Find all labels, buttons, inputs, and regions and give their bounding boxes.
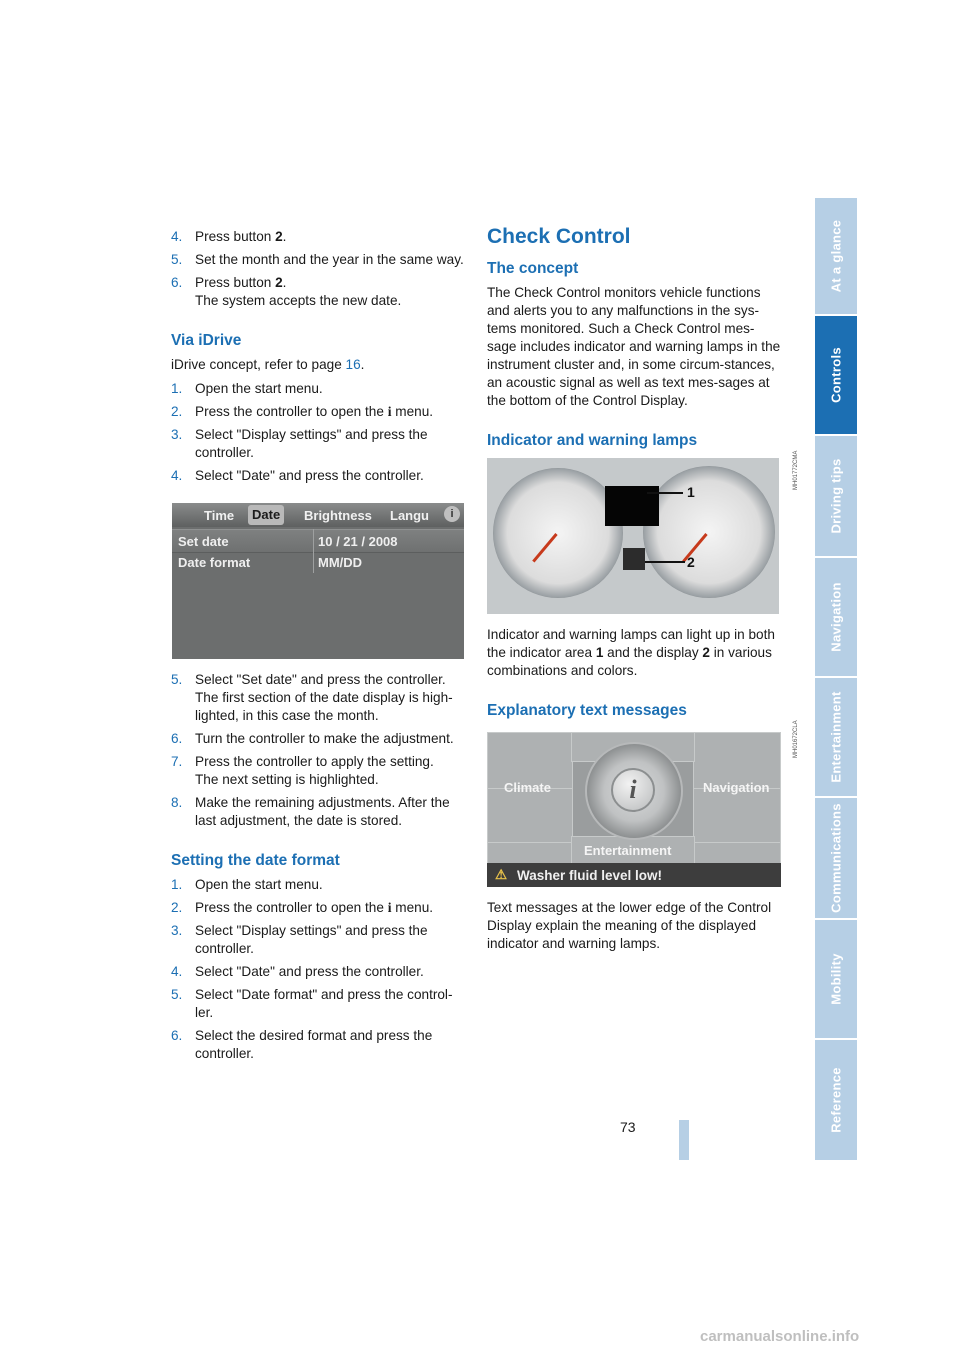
concept-text: The Check Control monitors vehicle functions and alerts you to any malfunctions in the sys-tems monitored. Such a Check Control mes-sage includes indicator and warning lamps in the instrument cluster and, in some circum-stances, an acoustic signal as well as text mes-sages at the bottom of the Control Display. [487,285,781,408]
date-settings-screenshot [172,503,464,659]
format-step-1: 1. Open the start menu. [171,877,323,892]
warning-icon: ⚠ [495,867,508,882]
entertainment-label: Entertainment [584,843,672,858]
lamps-text: Indicator and warning lamps can light up in both the indicator area 1 and the display 2 in various combinations and colors. [487,627,775,678]
tab-communications[interactable]: Communications [815,798,857,920]
display-area [623,548,645,570]
messages-text: Text messages at the lower edge of the Control Display explain the meaning of the displayed indicator and warning lamps. [487,900,772,951]
image-code: MH01672CLA [793,720,799,758]
tab-brightness: Brightness [304,508,372,523]
heading-messages: Explanatory text messages [487,702,687,719]
speedometer [493,468,623,598]
step-4-top: 4. Press button 2. [171,229,287,244]
heading-date-format: Setting the date format [171,852,340,869]
navigation-label: Navigation [703,780,770,795]
heading-concept: The concept [487,260,579,277]
page-title: Check Control [487,225,631,248]
idrive-intro: iDrive concept, refer to page 16. [171,357,365,372]
heading-lamps: Indicator and warning lamps [487,432,698,449]
info-icon: i [387,404,392,419]
step-number: 6. [171,275,183,290]
tab-at-a-glance[interactable]: At a glance [815,198,857,316]
check-control-screen [487,732,781,887]
warning-bar [487,863,781,887]
heading-via-idrive: Via iDrive [171,332,242,349]
date-format-row: Date format MM/DD [178,555,363,570]
info-icon: i [387,900,392,915]
set-step-6: 6. Turn the controller to make the adjustment. [171,731,454,746]
tab-mobility[interactable]: Mobility [815,920,857,1040]
tab-reference[interactable]: Reference [828,1067,844,1133]
format-step-6: 6. Select the desired format and press the controller. [171,1028,433,1061]
tab-date: Date [248,505,284,525]
image-code: MH01772CMA [793,450,799,490]
watermark: carmanualsonline.info [700,1328,860,1345]
tab-entertainment[interactable]: Entertainment [815,678,857,798]
set-date-row: Set date 10 / 21 / 2008 [172,529,464,553]
idrive-step-2: 2. Press the controller to open the i menu. [171,404,434,419]
tab-bar [172,503,464,527]
tab-controls[interactable]: Controls [815,316,857,436]
instrument-cluster-image [487,458,779,614]
warning-text: Washer fluid level low! [517,868,663,883]
info-icon: i [611,768,655,812]
info-icon: i [444,506,460,522]
page-link[interactable]: 16 [345,357,361,372]
idrive-step-4: 4. Select "Date" and press the controller. [171,468,424,483]
format-step-2: 2. Press the controller to open the i menu. [171,900,434,915]
page-marker [679,1120,689,1160]
set-step-7: 7. Press the controller to apply the setting. The next setting is highlighted. [171,754,434,787]
chapter-tabs [815,198,857,1160]
tachometer [643,466,775,598]
tab-language: Langu [390,508,429,523]
step-5-top: 5. Set the month and the year in the same way. [171,252,464,267]
left-column [171,228,467,1068]
idrive-step-1: 1. Open the start menu. [171,381,323,396]
step-number: 5. [171,252,183,267]
climate-label: Climate [504,780,551,795]
set-step-8: 8. Make the remaining adjustments. After the last adjustment, the date is stored. [171,795,450,828]
callout-1: 1 [687,484,695,500]
right-column [487,225,799,959]
tab-driving-tips[interactable]: Driving tips [815,436,857,558]
set-step-5: 5. Select "Set date" and press the controller. The first section of the date display is high-lighted, in this case the month. [171,672,453,723]
idrive-step-3: 3. Select "Display settings" and press the controller. [171,427,428,460]
step-number: 4. [171,229,183,244]
format-step-3: 3. Select "Display settings" and press the controller. [171,923,428,956]
page-number: 73 [620,1119,636,1135]
tab-time: Time [204,508,235,523]
tab-navigation[interactable]: Navigation [815,558,857,678]
format-step-5: 5. Select "Date format" and press the control-ler. [171,987,453,1020]
format-step-4: 4. Select "Date" and press the controller. [171,964,424,979]
step-6-top: 6. Press button 2. The system accepts the new date. [171,275,402,308]
callout-2: 2 [687,554,695,570]
